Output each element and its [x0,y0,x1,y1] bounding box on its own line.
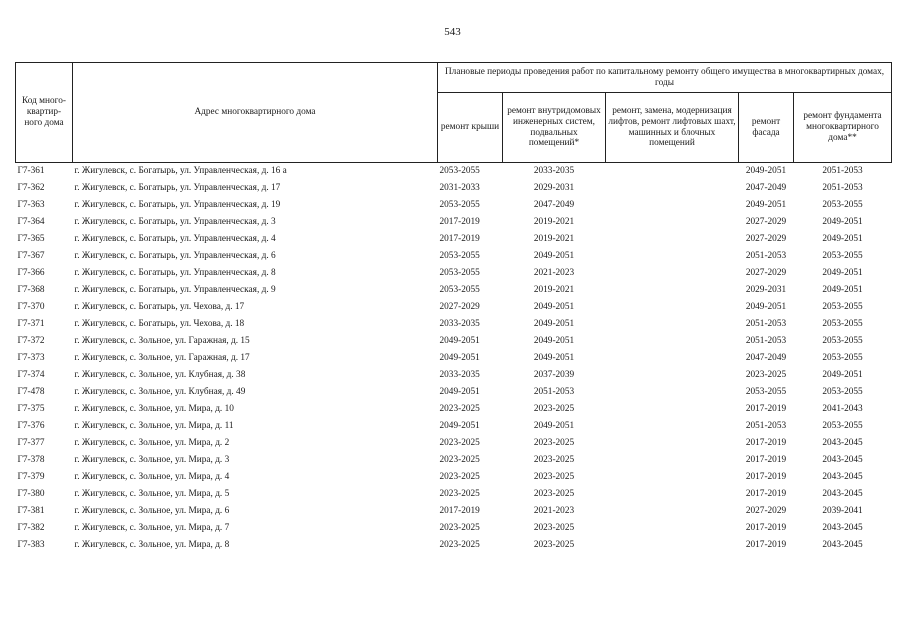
lifts-period-cell [606,503,739,520]
header-row-top [16,63,892,93]
table-row [16,367,892,384]
capital-repair-table [15,62,892,554]
lifts-period-cell [606,469,739,486]
house-code-cell: Г7-380 [17,489,45,500]
table-row [16,401,892,418]
engineering-period-cell: 2023-2025 [533,438,575,449]
roof-period-cell: 2053-2055 [439,268,480,279]
roof-period-cell: 2053-2055 [439,200,480,211]
foundation-period-cell: 2051-2053 [822,166,863,177]
house-code-cell: Г7-379 [17,472,45,483]
facade-period-cell: 2017-2019 [745,489,787,500]
facade-period-cell: 2017-2019 [745,540,787,551]
foundation-period-cell: 2053-2055 [822,336,863,347]
engineering-period-cell: 2047-2049 [533,200,575,211]
roof-period-cell: 2023-2025 [439,404,480,415]
table-row [16,299,892,316]
engineering-period-cell: 2049-2051 [533,251,575,262]
house-code-cell: Г7-366 [17,268,45,279]
house-code-cell: Г7-365 [17,234,45,245]
facade-period-cell: 2017-2019 [745,472,787,483]
foundation-period-cell: 2043-2045 [822,523,863,534]
page-number: 543 [444,26,461,38]
table-row [16,214,892,231]
roof-period-cell: 2017-2019 [439,506,480,517]
lifts-period-cell [606,452,739,469]
table-row [16,486,892,503]
engineering-period-cell: 2033-2035 [533,166,575,177]
facade-period-cell: 2049-2051 [745,166,787,177]
lifts-period-cell [606,180,739,197]
roof-period-cell: 2023-2025 [439,455,480,466]
foundation-period-cell: 2049-2051 [822,217,863,228]
house-code-cell: Г7-378 [17,455,45,466]
facade-period-cell: 2027-2029 [745,506,787,517]
house-code-cell: Г7-362 [17,183,45,194]
engineering-period-cell: 2049-2051 [533,302,575,313]
roof-period-cell: 2027-2029 [439,302,480,313]
roof-period-cell: 2017-2019 [439,234,480,245]
house-code-cell: Г7-383 [17,540,45,551]
foundation-period-cell: 2049-2051 [822,370,863,381]
roof-period-cell: 2023-2025 [439,472,480,483]
table-row [16,333,892,350]
address-cell: г. Жигулевск, с. Богатырь, ул. Управленческая, д. 4 [74,234,276,245]
engineering-period-cell: 2049-2051 [533,319,575,330]
header-engineering: ремонт внутридомовых инженерных систем, подвальных помещений* [503,93,606,163]
house-code-cell: Г7-361 [17,166,45,177]
engineering-period-cell: 2021-2023 [533,268,575,279]
table-row [16,537,892,554]
foundation-period-cell: 2049-2051 [822,234,863,245]
facade-period-cell: 2029-2031 [745,285,787,296]
roof-period-cell: 2033-2035 [439,319,480,330]
address-cell: г. Жигулевск, с. Богатырь, ул. Управленческая, д. 8 [74,268,276,279]
engineering-period-cell: 2023-2025 [533,472,575,483]
facade-period-cell: 2017-2019 [745,404,787,415]
house-code-cell: Г7-371 [17,319,45,330]
table-row [16,418,892,435]
foundation-period-cell: 2053-2055 [822,387,863,398]
engineering-period-cell: 2023-2025 [533,489,575,500]
facade-period-cell: 2017-2019 [745,438,787,449]
address-cell: г. Жигулевск, с. Богатырь, ул. Управленческая, д. 9 [74,285,276,296]
lifts-period-cell [606,265,739,282]
roof-period-cell: 2031-2033 [439,183,480,194]
table-row [16,282,892,299]
roof-period-cell: 2033-2035 [439,370,480,381]
lifts-period-cell [606,384,739,401]
header-foundation: ремонт фундамента многоквартирного дома** [794,93,892,163]
lifts-period-cell [606,350,739,367]
address-cell: г. Жигулевск, с. Зольное, ул. Клубная, д. 38 [74,370,246,381]
foundation-period-cell: 2041-2043 [822,404,863,415]
roof-period-cell: 2023-2025 [439,489,480,500]
roof-period-cell: 2053-2055 [439,166,480,177]
facade-period-cell: 2051-2053 [745,336,787,347]
house-code-cell: Г7-370 [17,302,45,313]
address-cell: г. Жигулевск, с. Зольное, ул. Мира, д. 11 [74,421,234,432]
table-row [16,520,892,537]
facade-period-cell: 2017-2019 [745,523,787,534]
address-cell: г. Жигулевск, с. Богатырь, ул. Управленческая, д. 3 [74,217,276,228]
table-row [16,231,892,248]
facade-period-cell: 2049-2051 [745,302,787,313]
table-body [16,163,892,555]
engineering-period-cell: 2029-2031 [533,183,575,194]
header-periods-group: Плановые периоды проведения работ по капитальному ремонту общего имущества в многоквартирных домах, годы [438,63,892,93]
house-code-cell: Г7-374 [17,370,45,381]
engineering-period-cell: 2023-2025 [533,455,575,466]
foundation-period-cell: 2043-2045 [822,472,863,483]
foundation-period-cell: 2053-2055 [822,251,863,262]
engineering-period-cell: 2019-2021 [533,217,575,228]
roof-period-cell: 2049-2051 [439,353,480,364]
engineering-period-cell: 2023-2025 [533,404,575,415]
table-row [16,350,892,367]
foundation-period-cell: 2053-2055 [822,421,863,432]
facade-period-cell: 2023-2025 [745,370,787,381]
header-roof: ремонт крыши [438,93,503,163]
address-cell: г. Жигулевск, с. Зольное, ул. Гаражная, д. 15 [74,336,250,347]
foundation-period-cell: 2053-2055 [822,302,863,313]
header-lifts: ремонт, замена, модернизация лифтов, ремонт лифтовых шахт, машинных и блочных помещений [606,93,739,163]
facade-period-cell: 2027-2029 [745,268,787,279]
roof-period-cell: 2023-2025 [439,438,480,449]
address-cell: г. Жигулевск, с. Богатырь, ул. Чехова, д. 17 [74,302,245,313]
foundation-period-cell: 2043-2045 [822,455,863,466]
engineering-period-cell: 2019-2021 [533,285,575,296]
foundation-period-cell: 2049-2051 [822,268,863,279]
facade-period-cell: 2027-2029 [745,234,787,245]
address-cell: г. Жигулевск, с. Богатырь, ул. Чехова, д. 18 [74,319,245,330]
engineering-period-cell: 2049-2051 [533,353,575,364]
foundation-period-cell: 2043-2045 [822,540,863,551]
address-cell: г. Жигулевск, с. Зольное, ул. Гаражная, д. 17 [74,353,250,364]
engineering-period-cell: 2037-2039 [533,370,575,381]
table-row [16,469,892,486]
engineering-period-cell: 2023-2025 [533,540,575,551]
header-facade: ремонт фасада [739,93,794,163]
table-row [16,503,892,520]
facade-period-cell: 2053-2055 [745,387,787,398]
address-cell: г. Жигулевск, с. Зольное, ул. Мира, д. 4 [74,472,230,483]
address-cell: г. Жигулевск, с. Богатырь, ул. Управленческая, д. 17 [74,183,281,194]
roof-period-cell: 2017-2019 [439,217,480,228]
address-cell: г. Жигулевск, с. Зольное, ул. Мира, д. 8 [74,540,230,551]
roof-period-cell: 2053-2055 [439,251,480,262]
table-row [16,248,892,265]
foundation-period-cell: 2049-2051 [822,285,863,296]
lifts-period-cell [606,299,739,316]
house-code-cell: Г7-373 [17,353,45,364]
roof-period-cell: 2023-2025 [439,523,480,534]
engineering-period-cell: 2049-2051 [533,336,575,347]
lifts-period-cell [606,401,739,418]
address-cell: г. Жигулевск, с. Зольное, ул. Мира, д. 3 [74,455,230,466]
lifts-period-cell [606,316,739,333]
roof-period-cell: 2049-2051 [439,336,480,347]
address-cell: г. Жигулевск, с. Зольное, ул. Мира, д. 2 [74,438,230,449]
lifts-period-cell [606,231,739,248]
house-code-cell: Г7-372 [17,336,45,347]
engineering-period-cell: 2019-2021 [533,234,575,245]
engineering-period-cell: 2051-2053 [533,387,575,398]
address-cell: г. Жигулевск, с. Зольное, ул. Мира, д. 7 [74,523,230,534]
house-code-cell: Г7-382 [17,523,45,534]
house-code-cell: Г7-376 [17,421,45,432]
lifts-period-cell [606,418,739,435]
roof-period-cell: 2049-2051 [439,387,480,398]
house-code-cell: Г7-364 [17,217,45,228]
table-row [16,384,892,401]
house-code-cell: Г7-363 [17,200,45,211]
address-cell: г. Жигулевск, с. Зольное, ул. Мира, д. 6 [74,506,230,517]
address-cell: г. Жигулевск, с. Богатырь, ул. Управленческая, д. 19 [74,200,281,211]
lifts-period-cell [606,163,739,181]
header-address: Адрес многоквартирного дома [73,63,438,163]
lifts-period-cell [606,197,739,214]
facade-period-cell: 2047-2049 [745,183,787,194]
engineering-period-cell: 2021-2023 [533,506,575,517]
facade-period-cell: 2047-2049 [745,353,787,364]
foundation-period-cell: 2051-2053 [822,183,863,194]
house-code-cell: Г7-375 [17,404,45,415]
foundation-period-cell: 2039-2041 [822,506,863,517]
address-cell: г. Жигулевск, с. Зольное, ул. Мира, д. 10 [74,404,234,415]
address-cell: г. Жигулевск, с. Богатырь, ул. Управленческая, д. 16 а [74,166,287,177]
foundation-period-cell: 2043-2045 [822,489,863,500]
facade-period-cell: 2017-2019 [745,455,787,466]
engineering-period-cell: 2023-2025 [533,523,575,534]
facade-period-cell: 2051-2053 [745,421,787,432]
table-row [16,163,892,181]
engineering-period-cell: 2049-2051 [533,421,575,432]
house-code-cell: Г7-478 [17,387,45,398]
lifts-period-cell [606,537,739,554]
address-cell: г. Жигулевск, с. Зольное, ул. Клубная, д. 49 [74,387,246,398]
header-code: Код много-квартир-ного дома [16,63,73,163]
facade-period-cell: 2049-2051 [745,200,787,211]
table-row [16,435,892,452]
roof-period-cell: 2053-2055 [439,285,480,296]
table-row [16,265,892,282]
foundation-period-cell: 2043-2045 [822,438,863,449]
house-code-cell: Г7-367 [17,251,45,262]
table-row [16,197,892,214]
roof-period-cell: 2023-2025 [439,540,480,551]
house-code-cell: Г7-377 [17,438,45,449]
facade-period-cell: 2051-2053 [745,251,787,262]
address-cell: г. Жигулевск, с. Богатырь, ул. Управленческая, д. 6 [74,251,276,262]
foundation-period-cell: 2053-2055 [822,200,863,211]
lifts-period-cell [606,486,739,503]
foundation-period-cell: 2053-2055 [822,353,863,364]
table-row [16,316,892,333]
lifts-period-cell [606,333,739,350]
lifts-period-cell [606,282,739,299]
lifts-period-cell [606,435,739,452]
table-row [16,452,892,469]
lifts-period-cell [606,520,739,537]
table-row [16,180,892,197]
roof-period-cell: 2049-2051 [439,421,480,432]
lifts-period-cell [606,248,739,265]
house-code-cell: Г7-381 [17,506,45,517]
lifts-period-cell [606,367,739,384]
foundation-period-cell: 2053-2055 [822,319,863,330]
facade-period-cell: 2027-2029 [745,217,787,228]
facade-period-cell: 2051-2053 [745,319,787,330]
address-cell: г. Жигулевск, с. Зольное, ул. Мира, д. 5 [74,489,230,500]
lifts-period-cell [606,214,739,231]
house-code-cell: Г7-368 [17,285,45,296]
